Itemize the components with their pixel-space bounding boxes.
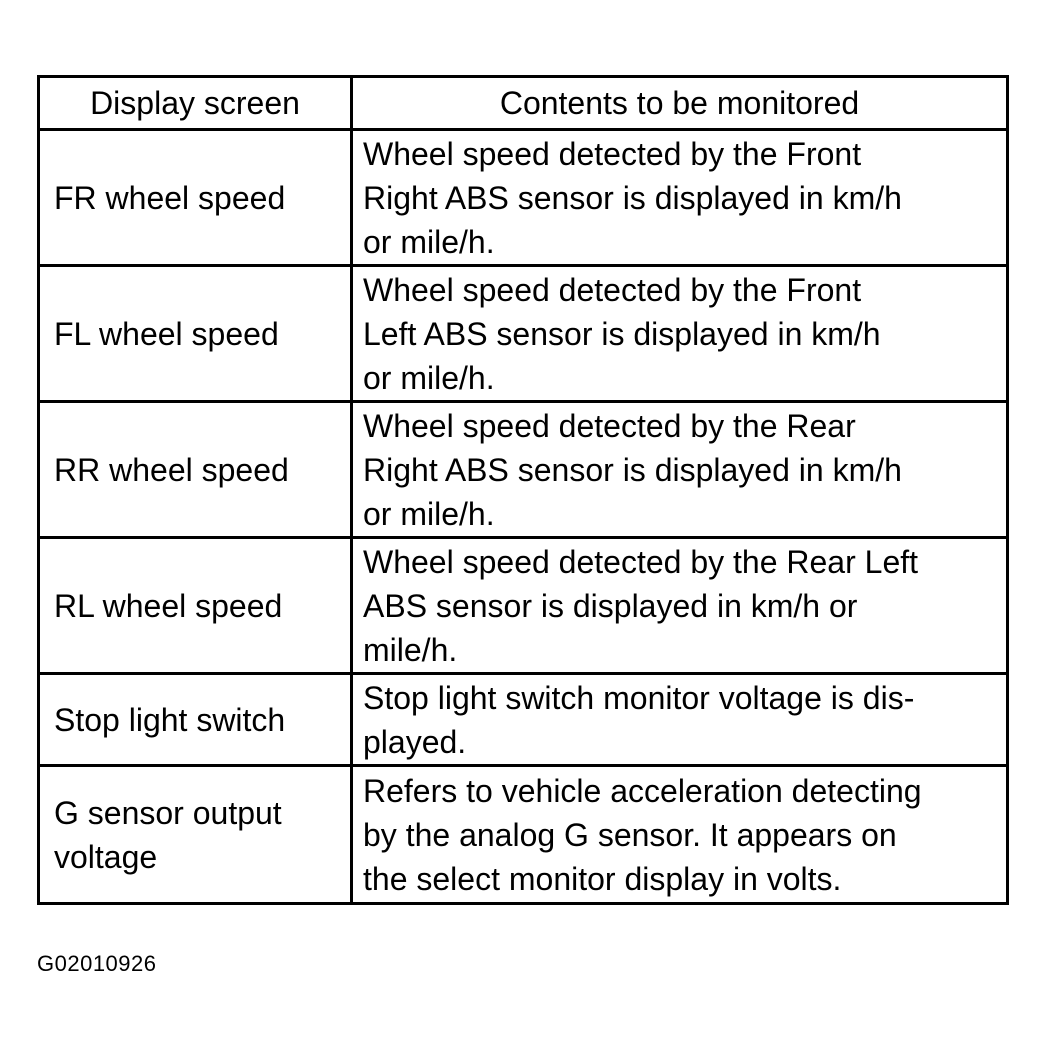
contents-cell: Stop light switch monitor voltage is dis- played. <box>352 674 1008 766</box>
table-row <box>39 266 1008 402</box>
header-display-screen: Display screen <box>39 77 352 130</box>
contents-cell: Refers to vehicle acceleration detecting by the analog G sensor. It appears on the select monitor display in volts. <box>352 766 1008 904</box>
display-screen-cell: Stop light switch <box>39 674 352 766</box>
display-screen-cell: FR wheel speed <box>39 130 352 266</box>
display-screen-cell: FL wheel speed <box>39 266 352 402</box>
contents-cell: Wheel speed detected by the Rear Right ABS sensor is displayed in km/h or mile/h. <box>352 402 1008 538</box>
header-contents-monitored: Contents to be monitored <box>352 77 1008 130</box>
table-row <box>39 402 1008 538</box>
table-row <box>39 130 1008 266</box>
contents-cell: Wheel speed detected by the Rear Left ABS sensor is displayed in km/h or mile/h. <box>352 538 1008 674</box>
contents-cell: Wheel speed detected by the Front Right ABS sensor is displayed in km/h or mile/h. <box>352 130 1008 266</box>
table-row <box>39 674 1008 766</box>
table-header-row <box>39 77 1008 130</box>
contents-cell: Wheel speed detected by the Front Left ABS sensor is displayed in km/h or mile/h. <box>352 266 1008 402</box>
table-row <box>39 766 1008 904</box>
display-screen-cell: RR wheel speed <box>39 402 352 538</box>
figure-reference-code: G02010926 <box>37 951 157 976</box>
display-screen-cell: RL wheel speed <box>39 538 352 674</box>
monitor-contents-table <box>37 75 1009 905</box>
display-screen-cell: G sensor output voltage <box>39 766 352 904</box>
table-row <box>39 538 1008 674</box>
